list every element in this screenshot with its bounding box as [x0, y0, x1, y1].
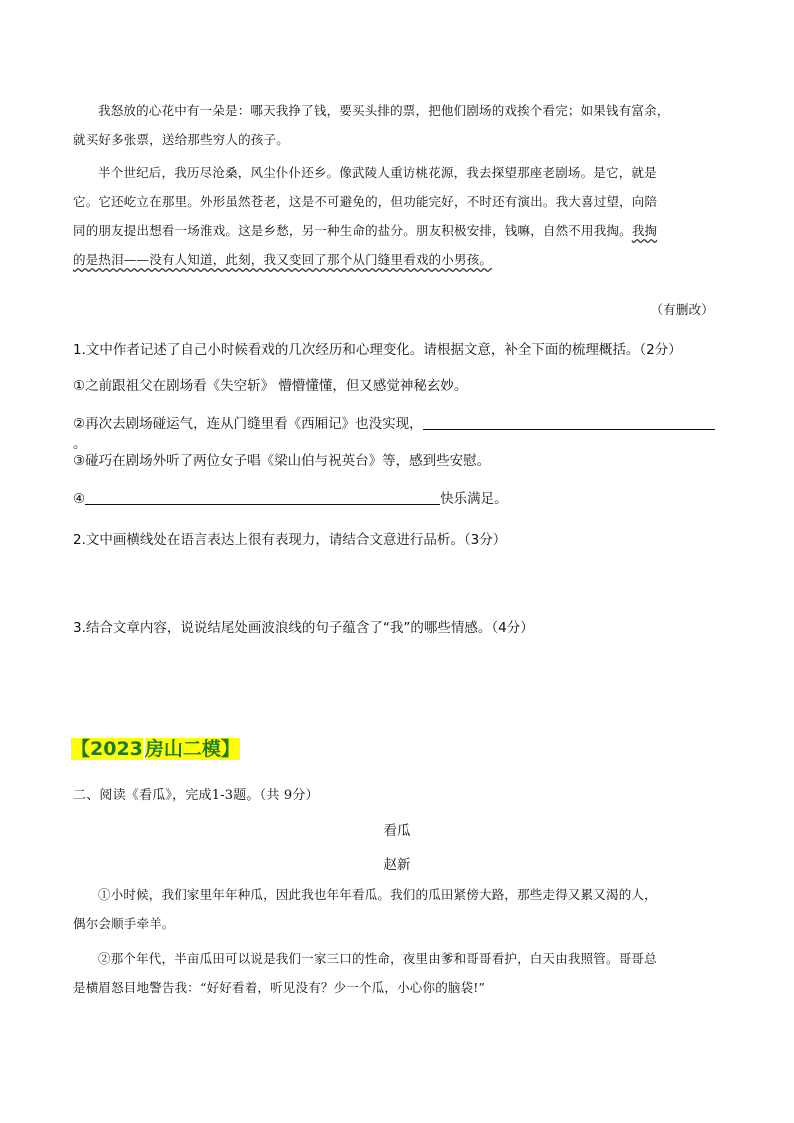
passage-paragraph [73, 96, 723, 154]
wavy-underlined-text: 的是热泪——没有人知道，此刻，我又变回了那个从门缝里看戏的小男孩。 [73, 252, 493, 267]
item-text: 。 [73, 436, 87, 452]
item-text: ②再次去剧场碰运气，连从门缝里看《西厢记》也没实现， [73, 416, 423, 432]
text-line: 偶尔会顺手牵羊。 [73, 916, 175, 931]
text-line: 半个世纪后，我历尽沧桑，风尘仆仆还乡。像武陵人重访桃花源，我去探望那座老剧场。是它，就是 [98, 165, 657, 180]
heading-bracket: 】 [220, 738, 240, 760]
item-number: ④ [73, 491, 86, 507]
text-line: ②那个年代，半亩瓜田可以说是我们一家三口的性命，夜里由爹和哥哥看护，白天由我照管。哥哥总 [98, 951, 657, 966]
answer-item-3: ③碰巧在剧场外听了两位女子唱《梁山伯与祝英台》等，感到些安慰。 [73, 453, 491, 469]
text-line: 是横眉怒目地警告我：“好好看着，听见没有？少一个瓜，小心你的脑袋!” [73, 980, 486, 995]
answer-blank[interactable] [423, 415, 715, 430]
answer-item-4 [73, 489, 723, 509]
answer-blank[interactable] [85, 490, 440, 505]
heading-source: 房山二模 [144, 738, 221, 760]
question-2: 2.文中画横线处在语言表达上很有表现力，请结合文意进行品析。（3分） [73, 532, 507, 548]
item-text: 快乐满足。 [440, 491, 508, 507]
passage-paragraph [73, 158, 723, 274]
heading-bracket: 【 [71, 738, 91, 760]
question-1: 1.文中作者记述了自己小时候看戏的几次经历和心理变化。请根据文意，补全下面的梳理概括。（2分） [73, 342, 682, 358]
article-title: 看瓜 [383, 823, 411, 839]
section-heading [71, 735, 240, 763]
article-paragraph [73, 880, 723, 938]
answer-item-2 [73, 414, 723, 454]
text-line: 我怒放的心花中有一朵是：哪天我挣了钱，要买头排的票，把他们剧场的戏挨个看完；如果钱有富余， [98, 103, 670, 118]
section-instruction: 二、阅读《看瓜》，完成1-3题。（共 9分） [73, 788, 319, 803]
wavy-underlined-text: 我掏 [631, 223, 658, 238]
answer-item-1: ①之前跟祖父在剧场看《失空斩》 懵懵懂懂，但又感觉神秘玄妙。 [73, 378, 468, 394]
text-line [73, 216, 723, 245]
text-line [73, 245, 723, 274]
heading-year: 2023 [90, 738, 143, 760]
text-line: 就买好多张票，送给那些穷人的孩子。 [73, 132, 289, 147]
text-line: ①小时候，我们家里年年种瓜，因此我也年年看瓜。我们的瓜田紧傍大路，那些走得又累又渴的人， [98, 887, 657, 902]
text-line: 它。它还屹立在那里。外形虽然苍老，这是不可避免的，但功能完好，不时还有演出。我大喜过望，向陪 [73, 194, 658, 209]
article-paragraph [73, 944, 723, 1002]
article-author: 赵新 [383, 857, 411, 873]
revision-note: （有删改） [650, 302, 714, 317]
question-3: 3.结合文章内容，说说结尾处画波浪线的句子蕴含了“我”的哪些情感。（4分） [73, 620, 534, 636]
text-segment: 同的朋友提出想看一场淮戏。这是乡愁，另一种生命的盐分。朋友积极安排，钱嘛，自然不用我掏。 [73, 223, 632, 238]
